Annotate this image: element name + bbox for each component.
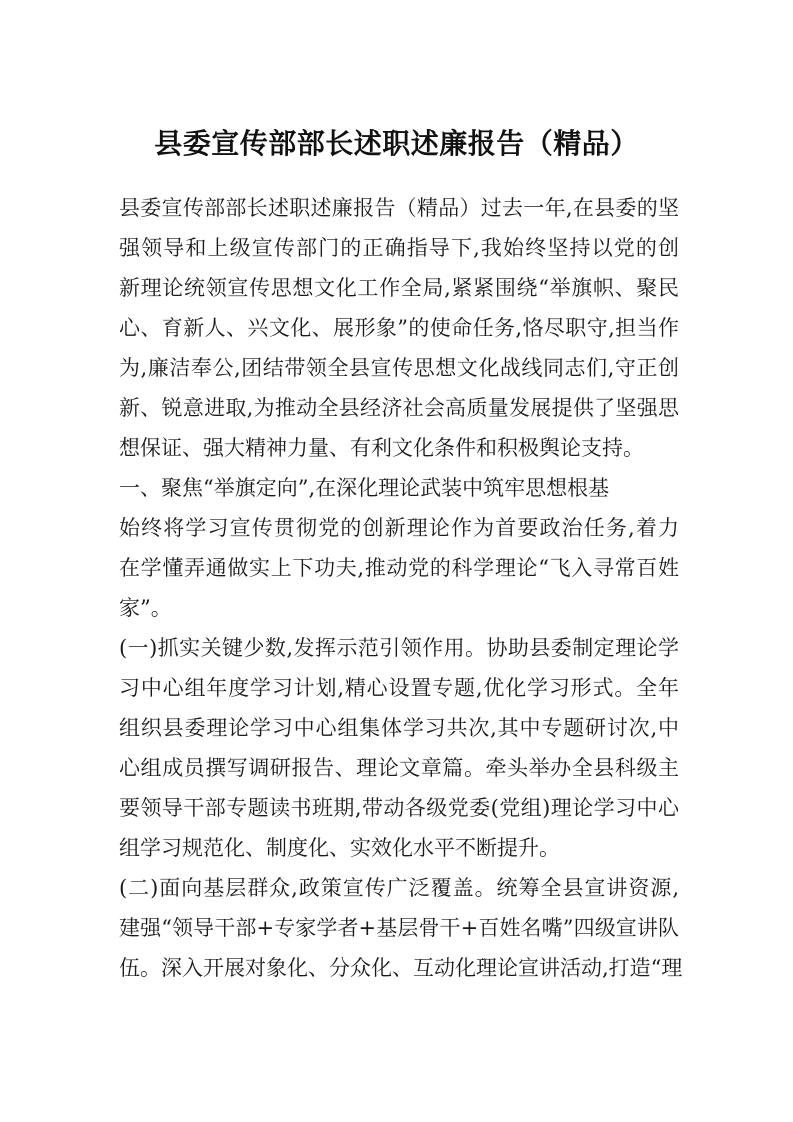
body-line: 建强“领导干部+专家学者+基层骨干+百姓名嘴”四级宣讲队 xyxy=(119,916,679,940)
body-line: 新理论统领宣传思想文化工作全局,紧紧围绕“举旗帜、聚民 xyxy=(119,276,679,300)
body-line: 始终将学习宣传贯彻党的创新理论作为首要政治任务,着力 xyxy=(119,516,679,540)
body-line: 心组成员撰写调研报告、理论文章篇。牵头举办全县科级主 xyxy=(119,756,679,780)
body-line: (二)面向基层群众,政策宣传广泛覆盖。统筹全县宣讲资源, xyxy=(119,876,679,900)
document-title: 县委宣传部部长述职述廉报告（精品） xyxy=(154,127,639,160)
body-line: 强领导和上级宣传部门的正确指导下,我始终坚持以党的创 xyxy=(119,236,679,260)
body-line: 家”。 xyxy=(119,596,172,620)
body-line: 心、育新人、兴文化、展形象”的使命任务,恪尽职守,担当作 xyxy=(119,316,679,340)
body-line: 要领导干部专题读书班期,带动各级党委(党组)理论学习中心 xyxy=(119,796,679,820)
document-body xyxy=(119,188,683,988)
body-line: 为,廉洁奉公,团结带领全县宣传思想文化战线同志们,守正创 xyxy=(119,356,679,380)
body-line: 组织县委理论学习中心组集体学习共次,其中专题研讨次,中 xyxy=(119,716,679,740)
body-line: 伍。深入开展对象化、分众化、互动化理论宣讲活动,打造“理 xyxy=(119,956,683,980)
body-line: 习中心组年度学习计划,精心设置专题,优化学习形式。全年 xyxy=(119,676,679,700)
section-heading: 一、聚焦“举旗定向”,在深化理论武装中筑牢思想根基 xyxy=(119,476,610,500)
body-line: 想保证、强大精神力量、有利文化条件和积极舆论支持。 xyxy=(119,436,644,460)
body-line: (一)抓实关键少数,发挥示范引领作用。协助县委制定理论学 xyxy=(119,636,679,660)
body-line: 组学习规范化、制度化、实效化水平不断提升。 xyxy=(119,836,560,860)
body-line: 在学懂弄通做实上下功夫,推动党的科学理论“飞入寻常百姓 xyxy=(119,556,679,580)
body-line: 新、锐意进取,为推动全县经济社会高质量发展提供了坚强思 xyxy=(119,396,679,420)
body-line: 县委宣传部部长述职述廉报告（精品）过去一年,在县委的坚 xyxy=(119,196,679,220)
